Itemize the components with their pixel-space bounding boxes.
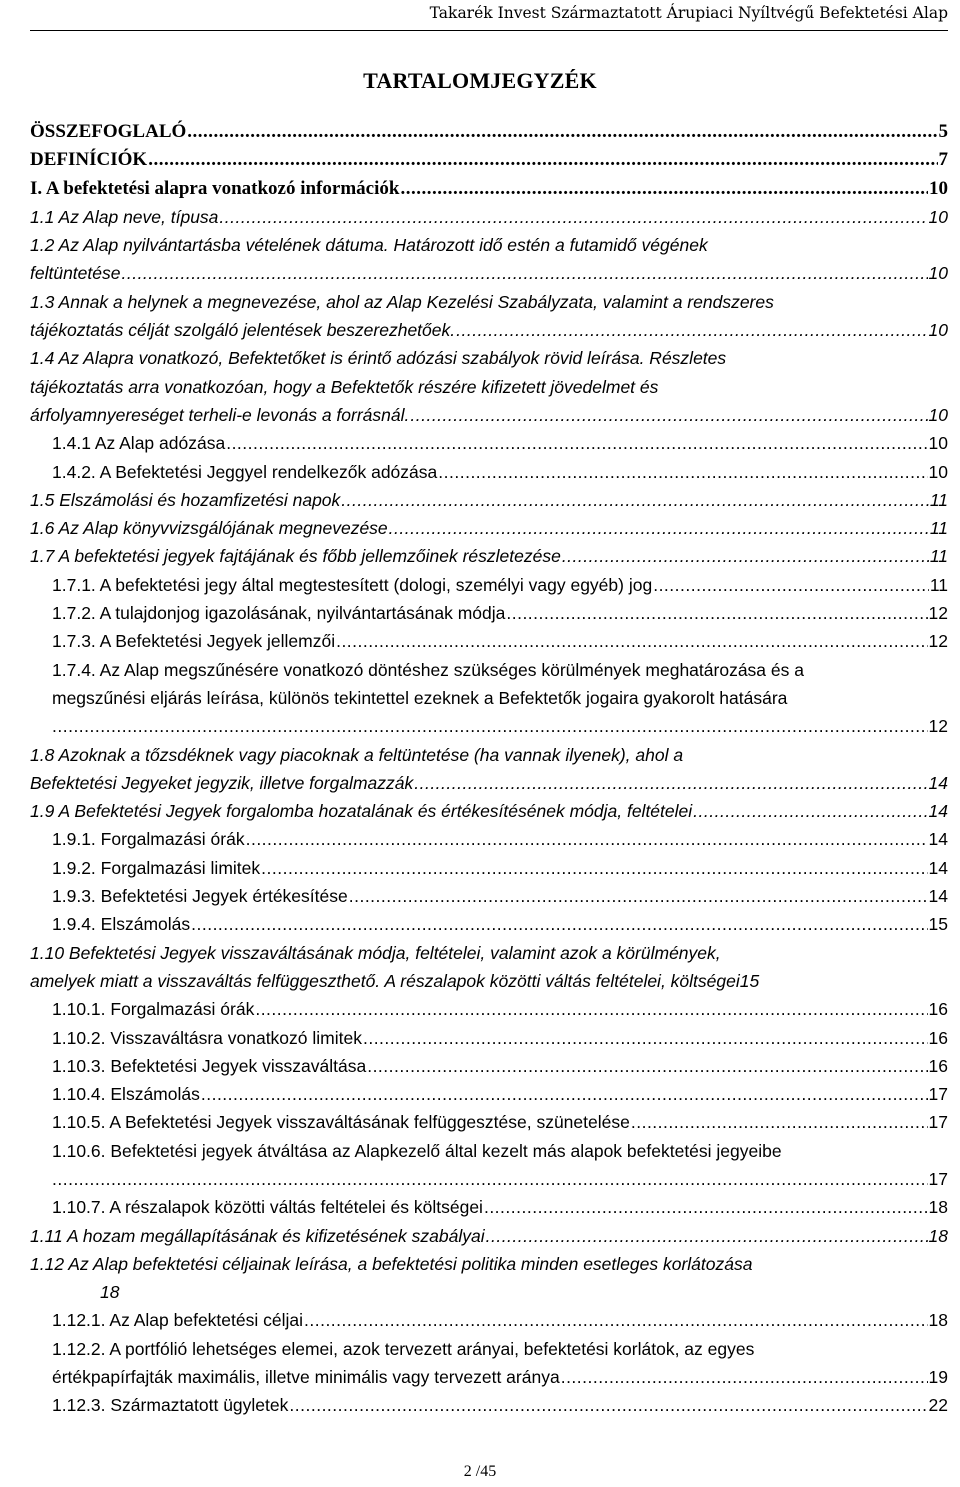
toc-entry-1-10-2[interactable]: [0, 1024, 960, 1052]
toc-entry-1-7-1[interactable]: [0, 571, 960, 599]
toc-page-number: 22: [928, 1395, 948, 1416]
toc-entry-label: 1.9.2. Forgalmazási limitek: [52, 857, 261, 878]
dot-leader: [148, 146, 937, 174]
toc-entry-definiciok[interactable]: [0, 146, 960, 174]
table-of-contents: [0, 118, 960, 1420]
toc-entry-label: 1.10.3. Befektetési Jegyek visszaváltása: [52, 1055, 367, 1076]
toc-entry-1-10-6[interactable]: [0, 1137, 960, 1194]
toc-entry-1-6[interactable]: [0, 514, 960, 542]
toc-entry-label: 1.12.1. Az Alap befektetési céljai: [52, 1310, 303, 1331]
toc-entry-label: 1.6 Az Alap könyvvizsgálójának megnevezése: [30, 518, 388, 539]
toc-entry-section-i[interactable]: [0, 175, 960, 203]
dot-leader: [121, 259, 927, 287]
toc-entry-1-7-3[interactable]: [0, 627, 960, 655]
toc-entry-label: 1.10.2. Visszaváltásra vonatkozó limitek: [52, 1027, 362, 1048]
toc-entry-1-12-2[interactable]: [0, 1335, 960, 1392]
toc-entry-1-12-1[interactable]: [0, 1306, 960, 1334]
page-number-footer: 2 /45: [463, 1463, 497, 1480]
toc-entry-label: 1.10.7. A részalapok közötti váltás feltételei és költségei: [52, 1197, 483, 1218]
toc-entry-label: 1.5 Elszámolási és hozamfizetési napok: [30, 489, 341, 510]
toc-entry-label: 1.7 A befektetési jegyek fajtájának és főbb jellemzőinek részletezése: [30, 546, 561, 567]
toc-entry-1-9-2[interactable]: [0, 854, 960, 882]
dot-leader: [363, 1024, 928, 1052]
toc-entry-label: DEFINÍCIÓK: [30, 149, 148, 171]
toc-entry-1-2[interactable]: [0, 231, 960, 288]
dot-leader: [486, 1222, 928, 1250]
toc-entry-label: 1.9.3. Befektetési Jegyek értékesítése: [52, 886, 348, 907]
toc-entry-label: 1.1 Az Alap neve, típusa: [30, 206, 219, 227]
toc-entry-label: 1.7.3. A Befektetési Jegyek jellemzői: [52, 631, 336, 652]
toc-entry-1-9-4[interactable]: [0, 910, 960, 938]
toc-entry-1-10-4[interactable]: [0, 1080, 960, 1108]
toc-page-number: 14: [928, 772, 948, 793]
toc-entry-1-11[interactable]: [0, 1222, 960, 1250]
toc-entry-label: 1.8 Azoknak a tőzsdéknek vagy piacoknak a feltüntetése (ha vannak ilyenek), ahol a: [30, 744, 684, 765]
toc-entry-label: I. A befektetési alapra vonatkozó információk: [30, 177, 400, 199]
dot-leader: [336, 627, 927, 655]
toc-entry-label: 1.2 Az Alap nyilvántartásba vételének dátuma. Határozott idő estén a futamidő végének: [30, 235, 708, 256]
dot-leader: [414, 769, 927, 797]
dot-leader: [52, 712, 928, 740]
toc-entry-label: 1.10.5. A Befektetési Jegyek visszaváltásának felfüggesztése, szünetelése: [52, 1112, 630, 1133]
dot-leader: [438, 458, 927, 486]
dot-leader: [261, 854, 927, 882]
dot-leader: [562, 542, 929, 570]
toc-page-number: 16: [928, 1055, 948, 1076]
toc-page-number: 14: [928, 829, 948, 850]
dot-leader: [349, 882, 928, 910]
toc-entry-label-cont: tájékoztatás célját szolgáló jelentések beszerezhetőek.: [30, 320, 456, 341]
dot-leader: [341, 486, 929, 514]
toc-entry-label: 1.7.2. A tulajdonjog igazolásának, nyilvántartásának módja: [52, 603, 506, 624]
toc-entry-1-1[interactable]: [0, 203, 960, 231]
toc-entry-1-5[interactable]: [0, 486, 960, 514]
toc-entry-1-10-3[interactable]: [0, 1052, 960, 1080]
dot-leader: [456, 316, 927, 344]
toc-entry-label: 1.9.4. Elszámolás: [52, 914, 191, 935]
toc-page-number: 10: [928, 263, 948, 284]
toc-entry-1-4-1[interactable]: [0, 429, 960, 457]
toc-page-number: 10: [928, 206, 948, 227]
toc-entry-label: 1.12 Az Alap befektetési céljainak leírása, a befektetési politika minden esetleges korlátozása: [30, 1253, 753, 1274]
toc-entry-label-cont: amelyek miatt a visszaváltás felfüggeszthető. A részalapok közötti váltás feltételei, költségei15: [30, 970, 760, 991]
toc-page-number: 18: [928, 1225, 948, 1246]
dot-leader: [52, 1165, 928, 1193]
toc-entry-1-8[interactable]: [0, 741, 960, 798]
toc-page-number: 10: [929, 177, 948, 199]
toc-entry-1-12-3[interactable]: [0, 1391, 960, 1419]
dot-leader: [226, 429, 927, 457]
toc-entry-1-12[interactable]: [0, 1250, 960, 1307]
toc-page-number: 16: [928, 999, 948, 1020]
toc-page-number: 11: [929, 546, 948, 567]
toc-entry-label: 1.10.4. Elszámolás: [52, 1084, 200, 1105]
dot-leader: [400, 175, 928, 203]
toc-entry-label-cont: árfolyamnyereséget terheli-e levonás a forrásnál.: [30, 404, 410, 425]
dot-leader: [304, 1306, 928, 1334]
toc-entry-label: 1.7.1. A befektetési jegy által megtestesített (dologi, személyi vagy egyéb) jog: [52, 574, 653, 595]
toc-entry-1-4-2[interactable]: [0, 458, 960, 486]
toc-page-number: 5: [938, 121, 948, 142]
toc-page-number: 18: [928, 1310, 948, 1331]
toc-entry-1-10-7[interactable]: [0, 1193, 960, 1221]
toc-page-number: 10: [928, 433, 948, 454]
toc-page-number: 16: [928, 1027, 948, 1048]
toc-entry-1-7[interactable]: [0, 542, 960, 570]
toc-entry-label: 1.4.1 Az Alap adózása: [52, 433, 226, 454]
toc-entry-1-9-1[interactable]: [0, 825, 960, 853]
toc-page-number: 11: [929, 489, 948, 510]
dot-leader: [389, 514, 929, 542]
toc-entry-label: 1.3 Annak a helynek a megnevezése, ahol az Alap Kezelési Szabályzata, valamint a rendszeres: [30, 291, 774, 312]
toc-page-number: 15: [928, 914, 948, 935]
toc-entry-label-cont: 18: [100, 1282, 120, 1303]
toc-entry-1-7-2[interactable]: [0, 599, 960, 627]
dot-leader: [693, 797, 927, 825]
toc-entry-label: 1.12.2. A portfólió lehetséges elemei, azok tervezett arányai, befektetési korlátok, az egyes: [52, 1338, 755, 1359]
toc-entry-label: 1.10 Befektetési Jegyek visszaváltásának módja, feltételei, valamint azok a körülmények,: [30, 942, 721, 963]
toc-entry-1-7-4[interactable]: [0, 656, 960, 741]
toc-page-number: 10: [928, 320, 948, 341]
dot-leader: [201, 1080, 928, 1108]
toc-page-number: 12: [928, 631, 948, 652]
toc-entry-label: 1.4.2. A Befektetési Jeggyel rendelkezők adózása: [52, 461, 438, 482]
dot-leader: [631, 1108, 928, 1136]
toc-entry-label: 1.9 A Befektetési Jegyek forgalomba hozatalának és értékesítésének módja, feltételei: [30, 801, 693, 822]
toc-entry-label-cont: tájékoztatás arra vonatkozóan, hogy a Befektetők részére kifizetett jövedelmet és: [30, 376, 659, 397]
toc-entry-1-10-5[interactable]: [0, 1108, 960, 1136]
toc-page-number: 18: [928, 1197, 948, 1218]
toc-entry-label-cont: megszűnési eljárás leírása, különös tekintettel ezeknek a Befektetők jogaira gyakorolt hatására: [52, 687, 788, 708]
dot-leader: [255, 995, 927, 1023]
toc-page-number: 17: [928, 1112, 948, 1133]
toc-entry-label-cont: feltüntetése: [30, 263, 121, 284]
toc-entry-label: 1.4 Az Alapra vonatkozó, Befektetőket is érintő adózási szabályok rövid leírása. Részletes: [30, 348, 727, 369]
dot-leader: [219, 203, 927, 231]
toc-entry-1-10-1[interactable]: [0, 995, 960, 1023]
toc-page-number: 10: [928, 404, 948, 425]
toc-entry-label: 1.10.6. Befektetési jegyek átváltása az Alapkezelő által kezelt más alapok befektetési jegyeibe: [52, 1140, 782, 1161]
toc-entry-label-cont: értékpapírfajták maximális, illetve minimális vagy tervezett aránya: [52, 1367, 560, 1388]
toc-page-number: 12: [928, 603, 948, 624]
running-header: [0, 0, 960, 32]
toc-page-number: 10: [928, 461, 948, 482]
dot-leader: [187, 118, 937, 146]
toc-entry-1-10[interactable]: [0, 939, 960, 996]
header-rule: [30, 30, 948, 31]
dot-leader: [506, 599, 927, 627]
toc-title: TARTALOMJEGYZÉK: [363, 68, 597, 93]
toc-entry-label: 1.9.1. Forgalmazási órák: [52, 829, 245, 850]
toc-entry-1-3[interactable]: [0, 288, 960, 345]
toc-entry-label-cont: Befektetési Jegyeket jegyzik, illetve forgalmazzák: [30, 772, 414, 793]
dot-leader: [410, 401, 927, 429]
toc-entry-label: 1.12.3. Származtatott ügyletek: [52, 1395, 289, 1416]
toc-page-number: 7: [938, 149, 948, 171]
toc-page-number: 11: [929, 574, 948, 595]
dot-leader: [653, 571, 929, 599]
toc-page-number: 14: [928, 886, 948, 907]
toc-entry-1-9-3[interactable]: [0, 882, 960, 910]
toc-page-number: 12: [928, 716, 948, 737]
toc-entry-1-9[interactable]: [0, 797, 960, 825]
toc-entry-label: 1.7.4. Az Alap megszűnésére vonatkozó döntéshez szükséges körülmények meghatározása és a: [52, 659, 804, 680]
toc-entry-1-4[interactable]: [0, 344, 960, 429]
header-title: Takarék Invest Származtatott Árupiaci Nyíltvégű Befektetési Alap: [429, 4, 948, 22]
dot-leader: [246, 825, 928, 853]
toc-entry-osszefoglalo[interactable]: [0, 118, 960, 146]
dot-leader: [484, 1193, 928, 1221]
dot-leader: [367, 1052, 927, 1080]
toc-page-number: 11: [929, 518, 948, 539]
dot-leader: [561, 1363, 928, 1391]
dot-leader: [289, 1391, 927, 1419]
toc-page-number: 19: [928, 1367, 948, 1388]
toc-page-number: 14: [928, 857, 948, 878]
toc-page-number: 17: [928, 1168, 948, 1189]
dot-leader: [191, 910, 927, 938]
toc-page-number: 17: [928, 1084, 948, 1105]
toc-entry-label: 1.10.1. Forgalmazási órák: [52, 999, 255, 1020]
toc-page-number: 14: [928, 801, 948, 822]
toc-entry-label: 1.11 A hozam megállapításának és kifizetésének szabályai: [30, 1225, 485, 1246]
toc-entry-label: ÖSSZEFOGLALÓ: [30, 121, 187, 142]
